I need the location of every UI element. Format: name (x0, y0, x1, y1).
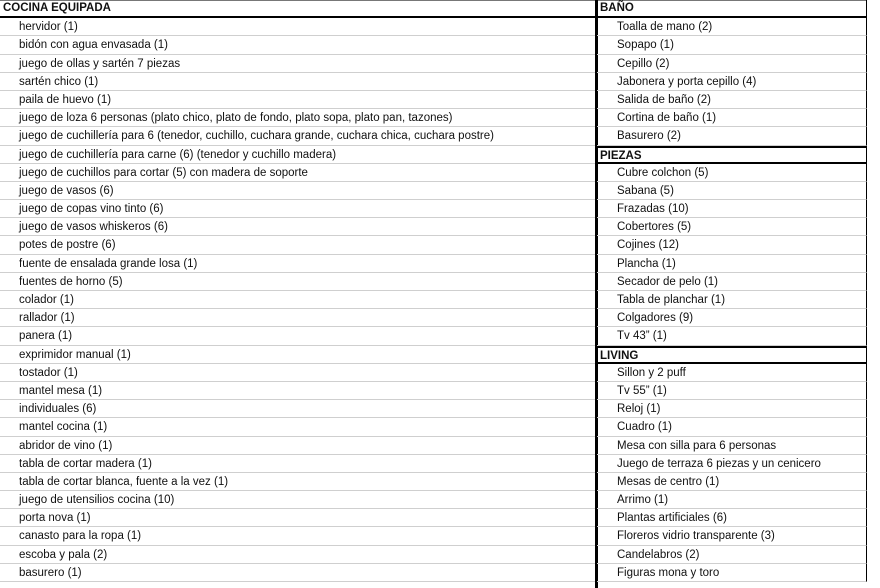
bathroom-item: Cortina de baño (1) (597, 109, 867, 127)
living-list (597, 364, 867, 582)
living-item: Mesas de centro (1) (597, 473, 867, 491)
bathroom-list (597, 18, 867, 145)
living-header: LIVING (597, 346, 867, 364)
living-item: Floreros vidrio transparente (3) (597, 527, 867, 545)
kitchen-item: mantel cocina (1) (0, 418, 596, 436)
kitchen-header: COCINA EQUIPADA (0, 0, 596, 18)
bathroom-item: Jabonera y porta cepillo (4) (597, 73, 867, 91)
living-item: Sillon y 2 puff (597, 364, 867, 382)
kitchen-item: fuente de ensalada grande losa (1) (0, 255, 596, 273)
living-item: Arrimo (1) (597, 491, 867, 509)
living-item: Cuadro (1) (597, 418, 867, 436)
kitchen-item: juego de ollas y sartén 7 piezas (0, 55, 596, 73)
rooms-item: Secador de pelo (1) (597, 273, 867, 291)
rooms-item: Plancha (1) (597, 255, 867, 273)
kitchen-item: juego de vasos whiskeros (6) (0, 218, 596, 236)
rooms-item: Cobertores (5) (597, 218, 867, 236)
kitchen-item: tabla de cortar blanca, fuente a la vez (1) (0, 473, 596, 491)
rooms-header: PIEZAS (597, 146, 867, 164)
kitchen-item: canasto para la ropa (1) (0, 527, 596, 545)
kitchen-item: exprimidor manual (1) (0, 346, 596, 364)
kitchen-item: bidón con agua envasada (1) (0, 36, 596, 54)
kitchen-item: juego de cuchillos para cortar (5) con madera de soporte (0, 164, 596, 182)
bathroom-item: Salida de baño (2) (597, 91, 867, 109)
kitchen-item: juego de cuchillería para 6 (tenedor, cuchillo, cuchara grande, cuchara chica, cuchara postre) (0, 127, 596, 145)
kitchen-item: potes de postre (6) (0, 236, 596, 254)
kitchen-list (0, 18, 596, 582)
rooms-item: Cojines (12) (597, 236, 867, 254)
living-item: Figuras mona y toro (597, 564, 867, 582)
kitchen-item: escoba y pala (2) (0, 546, 596, 564)
kitchen-item: rallador (1) (0, 309, 596, 327)
living-item: Plantas artificiales (6) (597, 509, 867, 527)
bathroom-item: Basurero (2) (597, 127, 867, 145)
kitchen-item: juego de vasos (6) (0, 182, 596, 200)
rooms-list (597, 164, 867, 346)
rooms-item: Sabana (5) (597, 182, 867, 200)
kitchen-item: tostador (1) (0, 364, 596, 382)
bathroom-header: BAÑO (597, 0, 867, 18)
kitchen-item: juego de cuchillería para carne (6) (tenedor y cuchillo madera) (0, 146, 596, 164)
living-item: Juego de terraza 6 piezas y un cenicero (597, 455, 867, 473)
living-item: Candelabros (2) (597, 546, 867, 564)
kitchen-item: juego de loza 6 personas (plato chico, plato de fondo, plato sopa, plato pan, tazones) (0, 109, 596, 127)
living-item: Tv 55” (1) (597, 382, 867, 400)
kitchen-item: sartén chico (1) (0, 73, 596, 91)
kitchen-item: juego de utensilios cocina (10) (0, 491, 596, 509)
living-item: Reloj (1) (597, 400, 867, 418)
kitchen-item: individuales (6) (0, 400, 596, 418)
kitchen-item: juego de copas vino tinto (6) (0, 200, 596, 218)
kitchen-item: fuentes de horno (5) (0, 273, 596, 291)
kitchen-item: hervidor (1) (0, 18, 596, 36)
kitchen-item: mantel mesa (1) (0, 382, 596, 400)
living-item: Mesa con silla para 6 personas (597, 437, 867, 455)
bathroom-item: Toalla de mano (2) (597, 18, 867, 36)
kitchen-item: tabla de cortar madera (1) (0, 455, 596, 473)
rooms-item: Frazadas (10) (597, 200, 867, 218)
kitchen-item: abridor de vino (1) (0, 437, 596, 455)
bathroom-item: Cepillo (2) (597, 55, 867, 73)
kitchen-item: paila de huevo (1) (0, 91, 596, 109)
bathroom-item: Sopapo (1) (597, 36, 867, 54)
kitchen-item: colador (1) (0, 291, 596, 309)
rooms-item: Tabla de planchar (1) (597, 291, 867, 309)
kitchen-item: porta nova (1) (0, 509, 596, 527)
rooms-item: Colgadores (9) (597, 309, 867, 327)
kitchen-item: panera (1) (0, 327, 596, 345)
rooms-item: Cubre colchon (5) (597, 164, 867, 182)
kitchen-item: basurero (1) (0, 564, 596, 582)
right-column (597, 0, 867, 582)
rooms-item: Tv 43” (1) (597, 327, 867, 345)
